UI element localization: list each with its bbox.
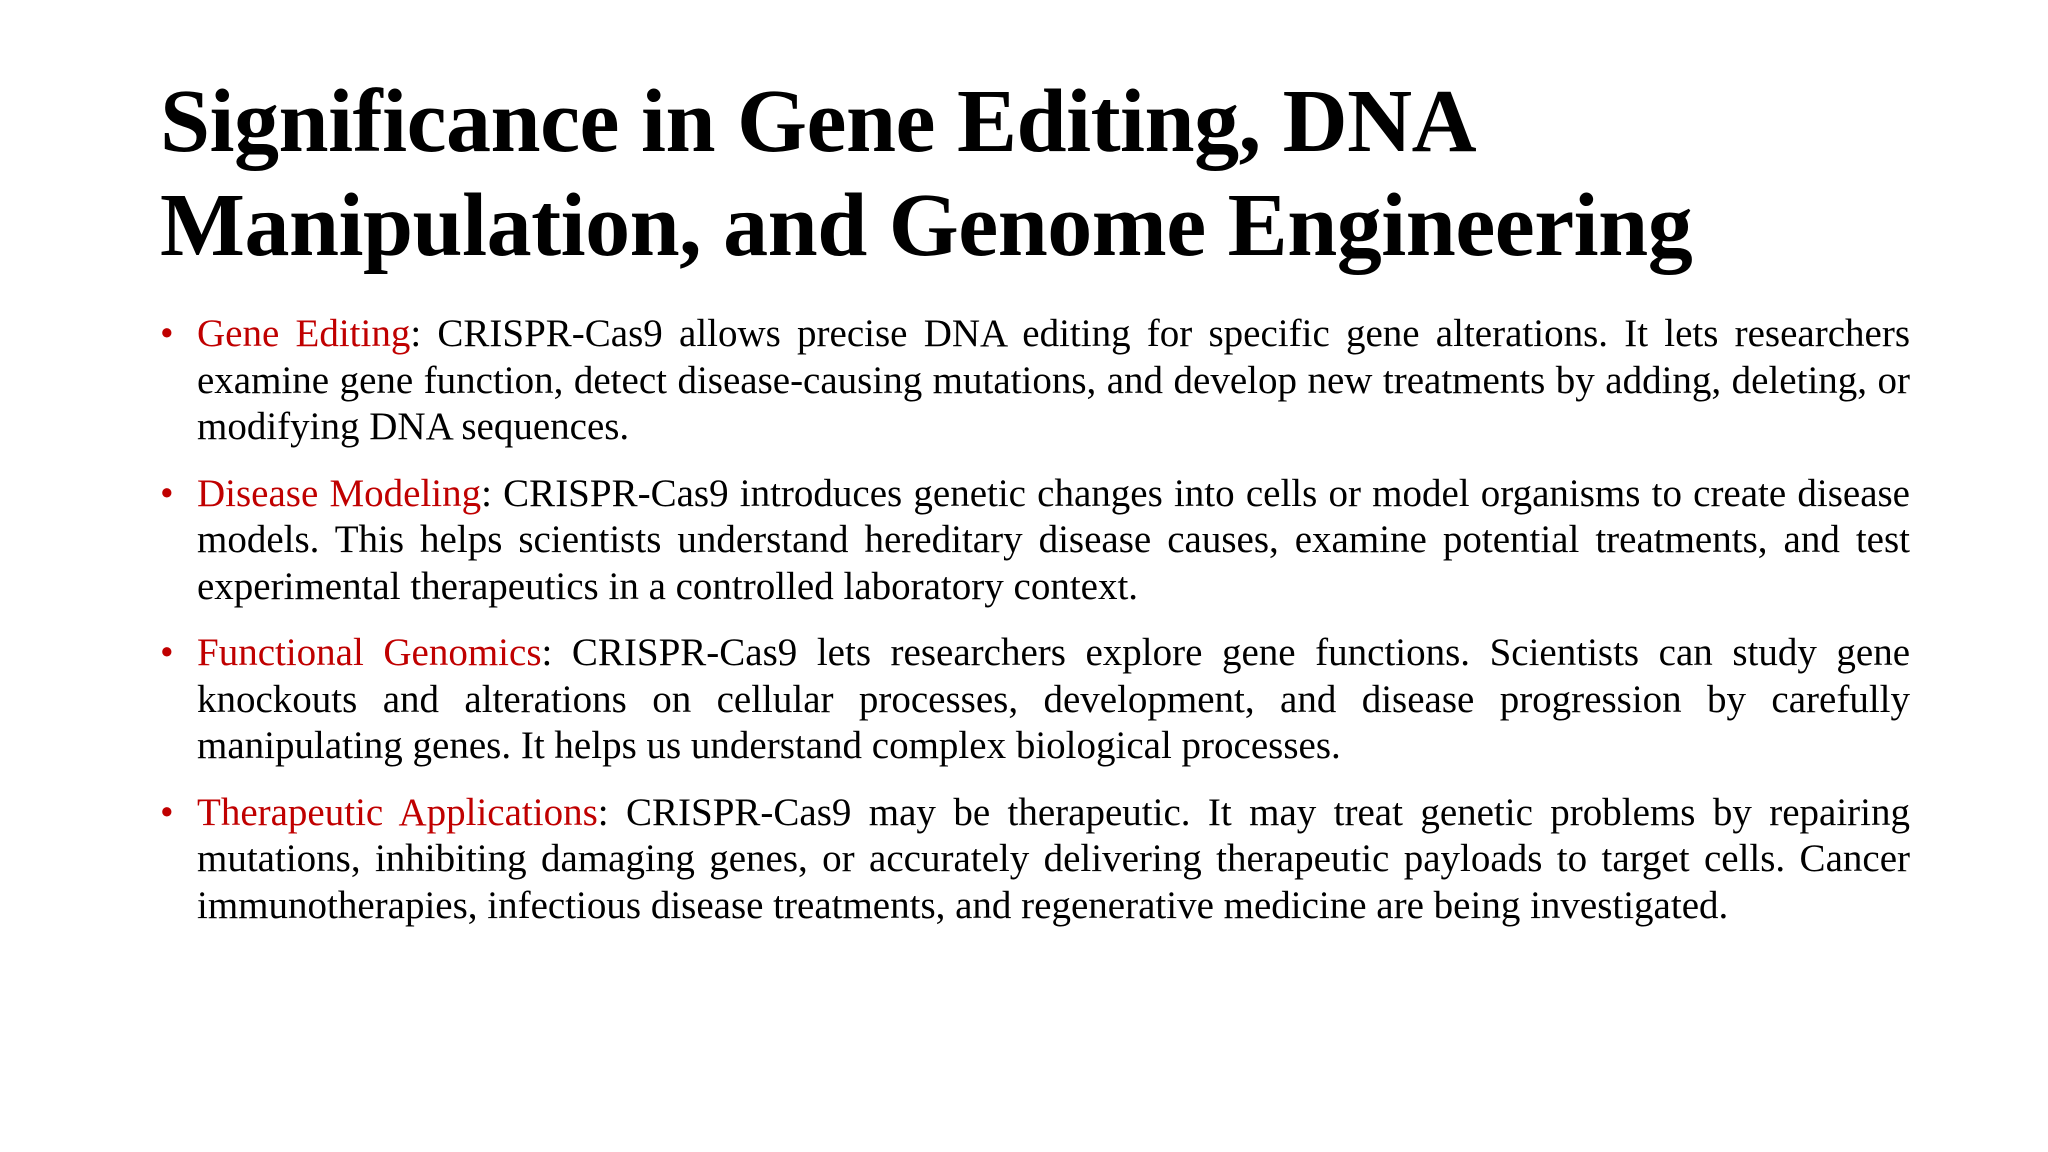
bullet-term: Disease Modeling (197, 471, 482, 515)
slide-title: Significance in Gene Editing, DNA Manipulation, and Genome Engineering (160, 72, 1693, 275)
bullet-dot-icon: • (160, 631, 174, 674)
bullet-disease-modeling (160, 471, 1910, 611)
bullet-dot-icon: • (160, 312, 174, 355)
bullet-therapeutic-applications (160, 790, 1910, 930)
bullet-text: CRISPR-Cas9 introduces genetic changes into cells or model organisms to create disease models. This helps scientists understand hereditary disease causes, examine potential treatments, and test experimental therapeutics in a controlled laboratory context. (197, 471, 1910, 608)
bullet-term: Gene Editing (197, 312, 411, 355)
bullet-dot-icon: • (160, 471, 174, 515)
bullet-gene-editing (160, 311, 1910, 451)
bullet-dot-icon: • (160, 790, 174, 834)
bullet-term: Therapeutic Applications (197, 790, 598, 834)
bullet-separator: : (597, 790, 626, 834)
bullet-separator: : (481, 471, 504, 515)
bullet-functional-genomics (160, 630, 1910, 770)
bullet-separator: : (541, 631, 572, 674)
bullet-list (160, 311, 1910, 929)
bullet-text: CRISPR-Cas9 lets researchers explore gene functions. Scientists can study gene knockouts and alterations on cellular processes, development, and disease progression by carefully manipulating genes. It helps us understand complex biological processes. (197, 631, 1911, 767)
bullet-separator: : (410, 312, 438, 355)
bullet-text: CRISPR-Cas9 may be therapeutic. It may treat genetic problems by repairing mutations, inhibiting damaging genes, or accurately delivering therapeutic payloads to target cells. Cancer immunotherapies, infectious disease treatments, and regenerative medicine are being investigated. (197, 790, 1910, 927)
bullet-term: Functional Genomics (197, 631, 542, 674)
bullet-text: CRISPR-Cas9 allows precise DNA editing for specific gene alterations. It lets researchers examine gene function, detect disease-causing mutations, and develop new treatments by adding, deleting, or modifying DNA sequences. (197, 312, 1910, 448)
